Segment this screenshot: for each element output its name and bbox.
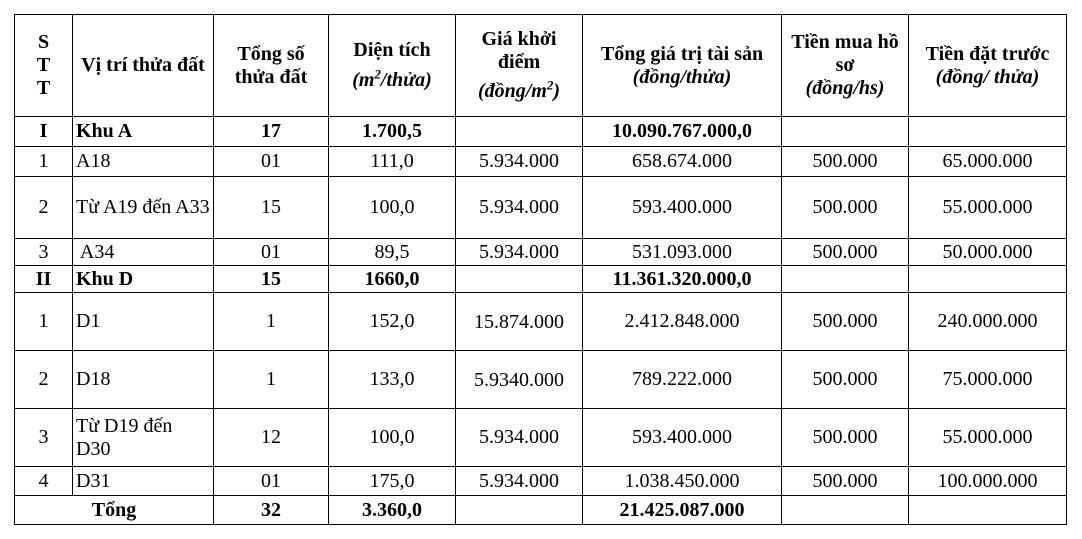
header-area-label: Diện tích [353, 39, 431, 62]
cell-location: D1 [73, 293, 214, 351]
header-start-price-label: Giá khởi điểm [481, 27, 557, 73]
cell-doc-fee: 500.000 [782, 467, 909, 496]
header-location: Vị trí thửa đất [73, 15, 214, 117]
cell-count: 1 [214, 351, 329, 409]
cell-area: 1660,0 [329, 266, 456, 293]
cell-total-value: 593.400.000 [583, 409, 782, 467]
cell-stt: 3 [15, 409, 73, 467]
header-total-value-unit: (đồng/thửa) [632, 65, 732, 88]
table-row-group [15, 266, 1067, 293]
cell-total-value: 531.093.000 [583, 239, 782, 266]
cell-area: 133,0 [329, 351, 456, 409]
cell-location: D18 [73, 351, 214, 409]
header-area [329, 15, 456, 117]
cell-doc-fee: 500.000 [782, 293, 909, 351]
cell-total-area: 3.360,0 [329, 496, 456, 525]
cell-location: Khu D [73, 266, 214, 293]
cell-total-start-price [456, 496, 583, 525]
header-row [15, 15, 1067, 117]
table-row-group [15, 117, 1067, 147]
header-start-price-unit: $(đồng/m^2)$ [477, 77, 561, 103]
cell-stt: 2 [15, 351, 73, 409]
cell-deposit [909, 266, 1067, 293]
cell-doc-fee: 500.000 [782, 351, 909, 409]
cell-deposit: 75.000.000 [909, 351, 1067, 409]
cell-deposit: 55.000.000 [909, 409, 1067, 467]
table-row [15, 239, 1067, 266]
cell-count: 12 [214, 409, 329, 467]
cell-deposit: 55.000.000 [909, 177, 1067, 239]
table-row [15, 147, 1067, 177]
total-row [15, 496, 1067, 525]
cell-stt: 4 [15, 467, 73, 496]
header-total-value [583, 15, 782, 117]
cell-start-price: 5.934.000 [456, 467, 583, 496]
cell-total-value: 11.361.320.000,0 [583, 266, 782, 293]
header-doc-fee-label: Tiền mua hồ sơ [791, 31, 899, 76]
cell-total-doc-fee [782, 496, 909, 525]
cell-deposit: 240.000.000 [909, 293, 1067, 351]
cell-total-value: 658.674.000 [583, 147, 782, 177]
cell-total-value-sum: 21.425.087.000 [583, 496, 782, 525]
cell-doc-fee [782, 117, 909, 147]
header-doc-fee-unit: (đồng/hs) [805, 77, 885, 99]
cell-total-value: 2.412.848.000 [583, 293, 782, 351]
table-row [15, 467, 1067, 496]
cell-area: 152,0 [329, 293, 456, 351]
cell-doc-fee: 500.000 [782, 239, 909, 266]
cell-total-value: 1.038.450.000 [583, 467, 782, 496]
cell-location: Từ A19 đến A33 [73, 177, 214, 239]
header-deposit-label: Tiền đặt trước [925, 42, 1050, 65]
cell-area: 175,0 [329, 467, 456, 496]
cell-area: 100,0 [329, 409, 456, 467]
cell-deposit: 100.000.000 [909, 467, 1067, 496]
table-row [15, 293, 1067, 351]
cell-count: 01 [214, 467, 329, 496]
header-stt: S T T [15, 15, 73, 117]
cell-count: 17 [214, 117, 329, 147]
cell-count: 15 [214, 177, 329, 239]
cell-count: 1 [214, 293, 329, 351]
cell-start-price: 5.934.000 [456, 239, 583, 266]
cell-stt: II [15, 266, 73, 293]
cell-doc-fee: 500.000 [782, 409, 909, 467]
cell-deposit [909, 117, 1067, 147]
cell-count: 01 [214, 147, 329, 177]
cell-location: A18 [73, 147, 214, 177]
header-doc-fee [782, 15, 909, 117]
cell-start-price [456, 266, 583, 293]
cell-area: 111,0 [329, 147, 456, 177]
cell-stt: 3 [15, 239, 73, 266]
land-auction-table [14, 14, 1067, 525]
cell-area: 89,5 [329, 239, 456, 266]
cell-location: D31 [73, 467, 214, 496]
cell-count: 01 [214, 239, 329, 266]
cell-start-price [456, 117, 583, 147]
cell-location: Từ D19 đến D30 [73, 409, 214, 467]
cell-doc-fee: 500.000 [782, 147, 909, 177]
cell-start-price: 5.934.000 [456, 147, 583, 177]
cell-doc-fee [782, 266, 909, 293]
header-total-value-label: Tổng giá trị tài sản [600, 42, 764, 65]
cell-deposit: 50.000.000 [909, 239, 1067, 266]
cell-start-price: 15.874.000 [456, 293, 583, 351]
table-row [15, 409, 1067, 467]
header-count: Tổng số thửa đất [214, 15, 329, 117]
cell-location: Khu A [73, 117, 214, 147]
cell-total-count: 32 [214, 496, 329, 525]
cell-total-value: 789.222.000 [583, 351, 782, 409]
header-start-price [456, 15, 583, 117]
header-area-unit: $(m^2/thửa)$ [352, 66, 432, 91]
cell-count: 15 [214, 266, 329, 293]
cell-total-label: Tổng [15, 496, 214, 525]
cell-area: 100,0 [329, 177, 456, 239]
cell-start-price: 5.9340.000 [456, 351, 583, 409]
cell-deposit: 65.000.000 [909, 147, 1067, 177]
cell-total-value: 10.090.767.000,0 [583, 117, 782, 147]
header-deposit [909, 15, 1067, 117]
cell-stt: I [15, 117, 73, 147]
cell-doc-fee: 500.000 [782, 177, 909, 239]
cell-start-price: 5.934.000 [456, 409, 583, 467]
cell-stt: 2 [15, 177, 73, 239]
cell-total-value: 593.400.000 [583, 177, 782, 239]
cell-total-deposit [909, 496, 1067, 525]
table-row [15, 177, 1067, 239]
table-row [15, 351, 1067, 409]
cell-stt: 1 [15, 147, 73, 177]
cell-location: A34 [73, 239, 214, 266]
cell-start-price: 5.934.000 [456, 177, 583, 239]
cell-stt: 1 [15, 293, 73, 351]
header-deposit-unit: (đồng/ thửa) [935, 65, 1040, 88]
cell-area: 1.700,5 [329, 117, 456, 147]
